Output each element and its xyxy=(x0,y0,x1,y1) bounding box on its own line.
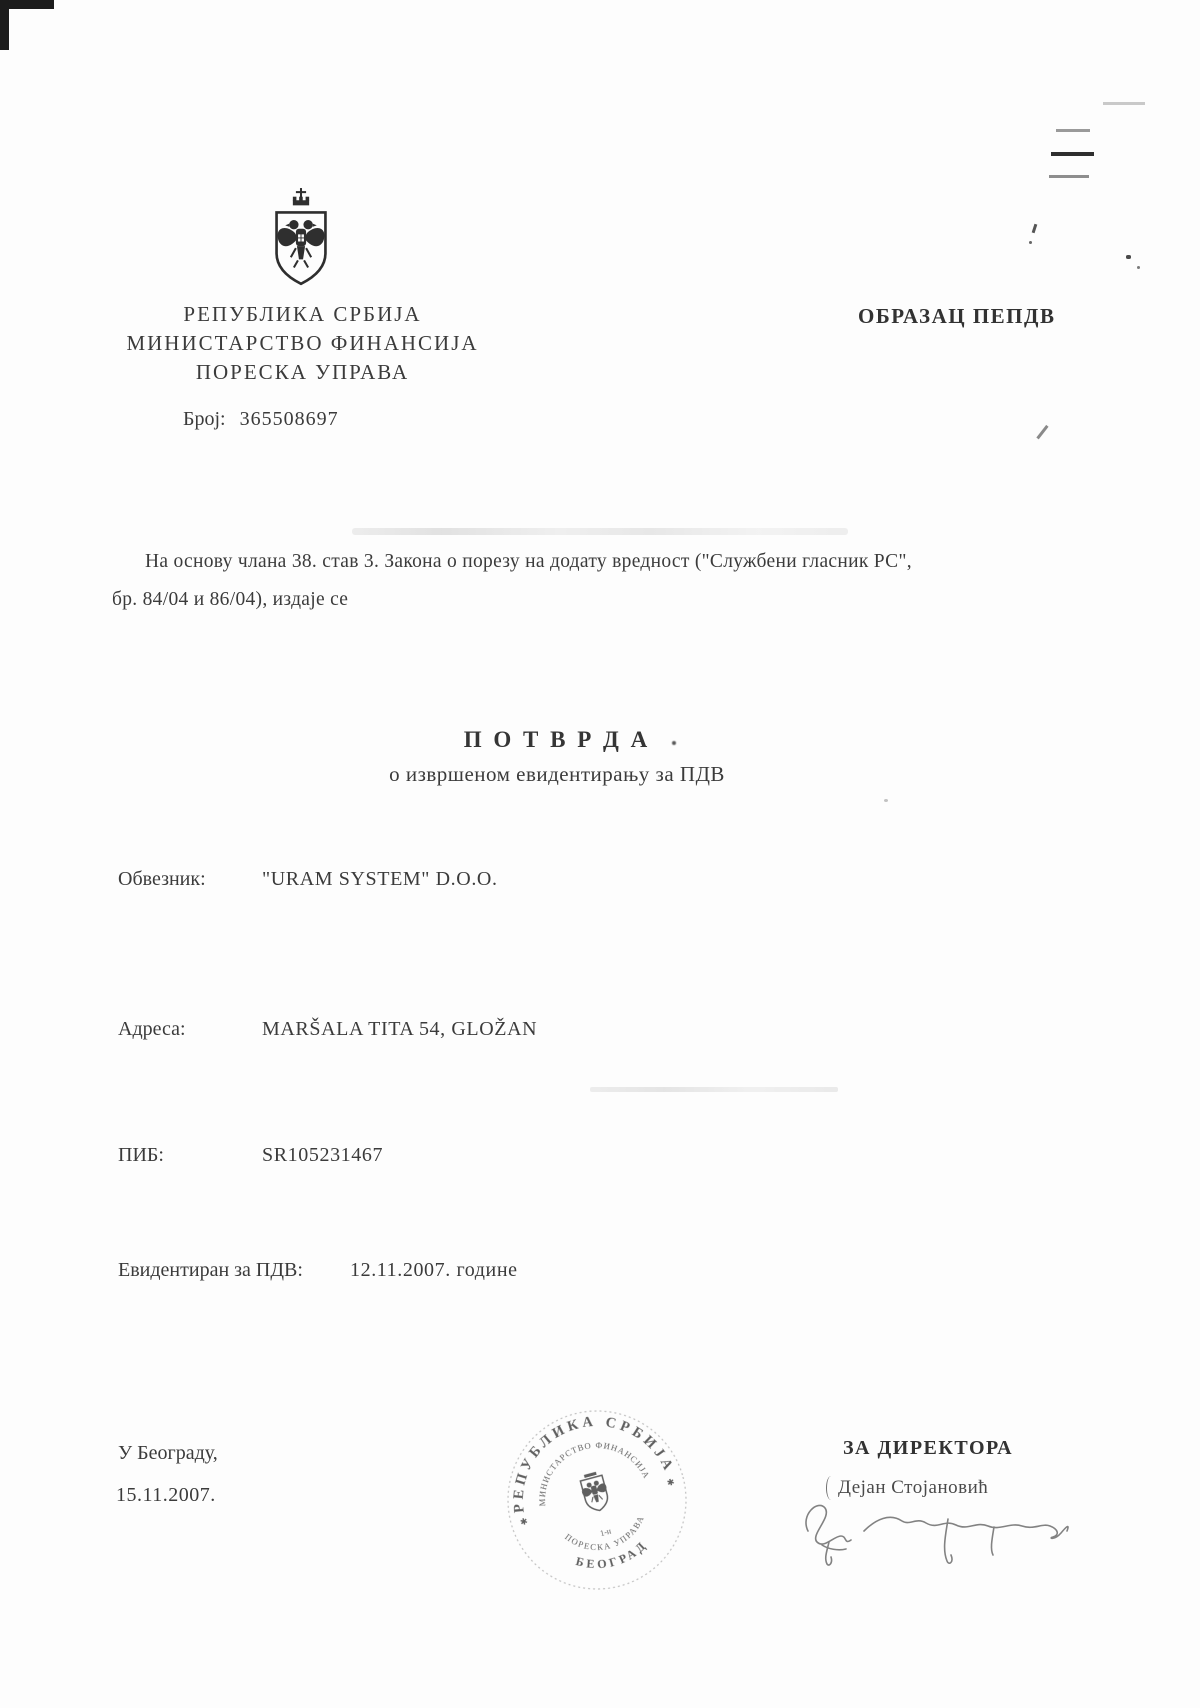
stamp-separator-right: ✱ xyxy=(665,1476,676,1489)
field-value-evidentiran: 12.11.2007. године xyxy=(350,1259,518,1281)
scan-smudge-above-paragraph xyxy=(352,528,848,535)
scan-dash-dark xyxy=(1051,152,1094,156)
issued-date: 15.11.2007. xyxy=(116,1484,216,1506)
scan-faint-line xyxy=(1103,102,1145,105)
scan-speck-mid xyxy=(884,799,888,802)
signatory-name: Дејан Стојановић xyxy=(838,1477,989,1498)
field-value-obveznik: "URAM SYSTEM" D.O.O. xyxy=(262,868,498,890)
field-value-adresa: MARŠALA TITA 54, GLOŽAN xyxy=(262,1018,538,1040)
stamp-center-number: 1-н xyxy=(599,1526,613,1539)
stamp-inner-bottom-text: ПОРЕСКА УПРАВА xyxy=(563,1513,647,1553)
document-subtitle: о извршеном евидентирању за ПДВ xyxy=(389,762,725,786)
scan-dash-light-1 xyxy=(1056,129,1090,132)
scan-smudge-under-address xyxy=(590,1087,838,1092)
stamp-separator-left: ✱ xyxy=(518,1515,529,1528)
scan-speck-dot xyxy=(1029,241,1032,244)
field-value-pib: SR105231467 xyxy=(262,1144,384,1166)
issuing-authority-block xyxy=(95,300,510,387)
issued-place: У Београду, xyxy=(118,1442,218,1464)
document-title: П О Т В Р Д А xyxy=(463,727,651,752)
document-number-label: Број: xyxy=(183,408,226,430)
scan-corner-mark-left xyxy=(0,0,9,50)
field-label-adresa: Адреса: xyxy=(118,1018,186,1040)
authority-ministry: МИНИСТАРСТВО ФИНАНСИЈА xyxy=(126,331,479,355)
field-label-pib: ПИБ: xyxy=(118,1144,164,1166)
document-number-value: 365508697 xyxy=(239,408,339,430)
authority-tax-administration: ПОРЕСКА УПРАВА xyxy=(195,360,410,384)
legal-basis-line-2: бр. 84/04 и 86/04), издаје се xyxy=(112,589,349,610)
scan-speck-cluster-2 xyxy=(1137,266,1140,269)
legal-basis-line-1: На основу члана 38. став 3. Закона о порезу на додату вредност ("Службени гласник РС", xyxy=(145,551,912,572)
handwritten-signature xyxy=(798,1493,1088,1568)
document-number-line xyxy=(183,408,339,431)
field-label-obveznik: Обвезник: xyxy=(118,868,206,890)
stamp-center-emblem xyxy=(578,1470,612,1514)
stamp-inner-top-text: МИНИСТАРСТВО ФИНАНСИЈА xyxy=(536,1439,653,1507)
stamp-outer-top-text: РЕПУБЛИКА СРБИЈА xyxy=(510,1413,678,1514)
scan-slash-mark xyxy=(1036,425,1048,439)
authority-country: РЕПУБЛИКА СРБИЈА xyxy=(183,302,422,326)
signatory-title: ЗА ДИРЕКТОРА xyxy=(843,1437,1014,1459)
serbia-coat-of-arms xyxy=(268,186,334,296)
official-round-stamp xyxy=(472,1375,722,1625)
scan-dash-light-2 xyxy=(1049,175,1089,178)
scan-speck-cluster-1 xyxy=(1126,255,1131,259)
stamp-outer-bottom-text: БЕОГРАД xyxy=(574,1537,651,1572)
field-label-evidentiran: Евидентиран за ПДВ: xyxy=(118,1259,303,1281)
form-label: ОБРАЗАЦ ПЕПДВ xyxy=(858,304,1056,328)
scan-speck-apostrophe xyxy=(1032,224,1038,233)
